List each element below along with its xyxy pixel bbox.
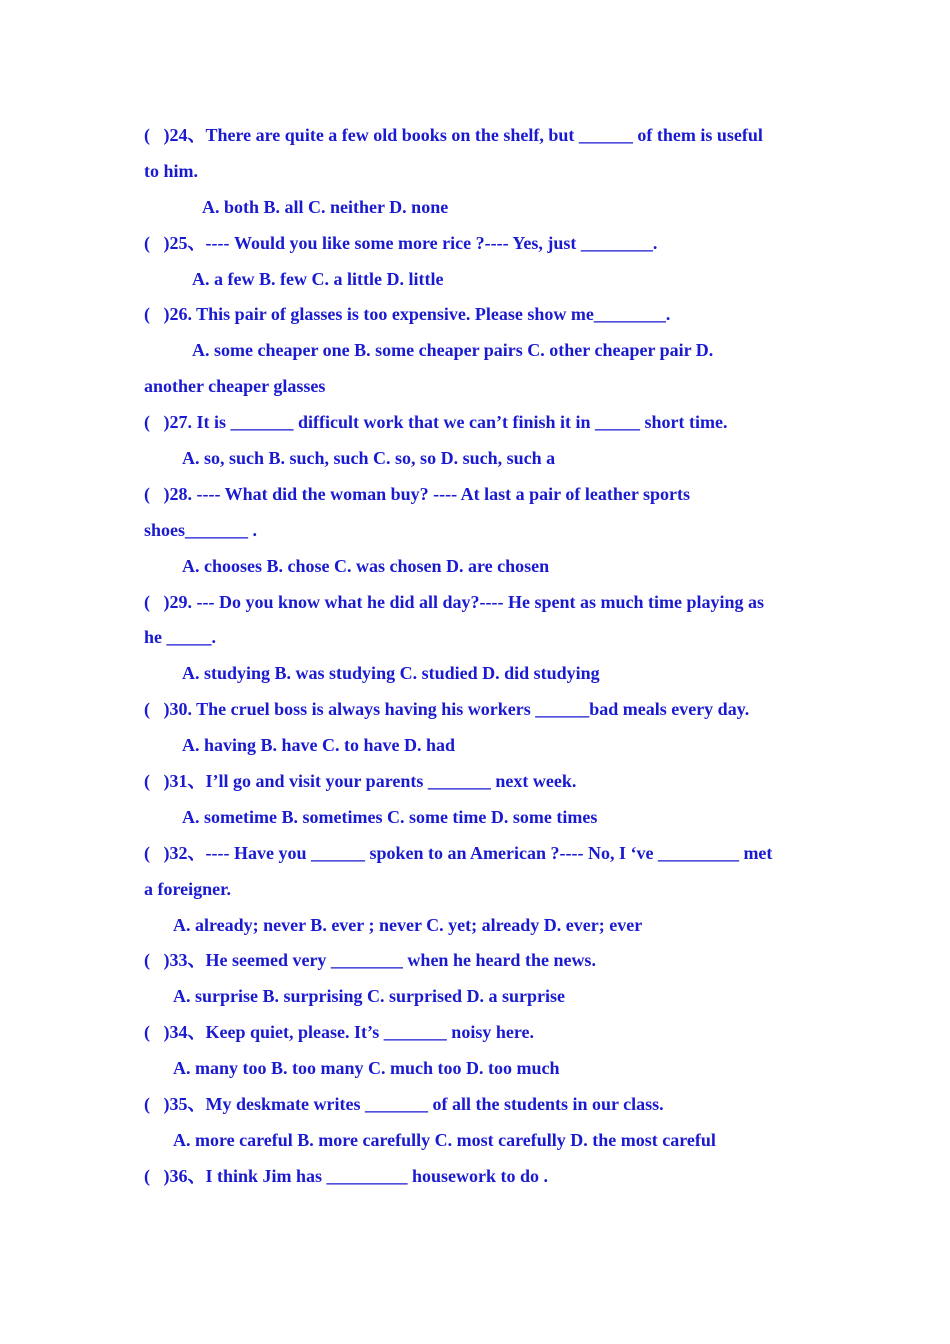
question-27: ( )27. It is _______ difficult work that we can’t finish it in _____ short time. — [144, 412, 728, 433]
question-29-options: A. studying B. was studying C. studied D. did studying — [182, 663, 600, 684]
question-25-options: A. a few B. few C. a little D. little — [192, 268, 444, 289]
question-34: ( )34、Keep quiet, please. It’s _______ noisy here. — [144, 1022, 534, 1043]
question-24-options: A. both B. all C. neither D. none — [202, 196, 449, 217]
question-28-options: A. chooses B. chose C. was chosen D. are chosen — [182, 555, 550, 576]
question-29-line-2: he _____. — [144, 627, 216, 648]
question-32-options: A. already; never B. ever ; never C. yet; already D. ever; ever — [173, 914, 643, 935]
question-28-line-1: ( )28. ---- What did the woman buy? ---- At last a pair of leather sports — [144, 483, 690, 504]
question-26: ( )26. This pair of glasses is too expensive. Please show me________. — [144, 304, 671, 325]
question-list — [144, 118, 812, 1195]
question-31-options: A. sometime B. sometimes C. some time D. some times — [182, 806, 598, 827]
question-36: ( )36、I think Jim has _________ housework to do . — [144, 1165, 549, 1186]
question-24-line-1: ( )24、There are quite a few old books on the shelf, but ______ of them is useful — [144, 125, 763, 145]
question-33: ( )33、He seemed very ________ when he heard the news. — [144, 950, 596, 971]
question-29-line-1: ( )29. --- Do you know what he did all day?---- He spent as much time playing as — [144, 591, 765, 612]
question-35: ( )35、My deskmate writes _______ of all the students in our class. — [144, 1094, 664, 1115]
question-24-line-2: to him. — [144, 160, 198, 181]
question-35-options: A. more careful B. more carefully C. most carefully D. the most careful — [173, 1129, 716, 1150]
question-33-options: A. surprise B. surprising C. surprised D. a surprise — [173, 986, 566, 1007]
question-32-line-2: a foreigner. — [144, 878, 231, 899]
question-28-line-2: shoes_______ . — [144, 519, 258, 540]
question-31: ( )31、I’ll go and visit your parents _______ next week. — [144, 771, 577, 792]
question-27-options: A. so, such B. such, such C. so, so D. such, such a — [182, 448, 556, 469]
question-30-options: A. having B. have C. to have D. had — [182, 735, 456, 756]
question-30: ( )30. The cruel boss is always having his workers ______bad meals every day. — [144, 699, 750, 720]
question-26-options-line-1: A. some cheaper one B. some cheaper pairs C. other cheaper pair D. — [192, 340, 714, 361]
question-25: ( )25、---- Would you like some more rice ?---- Yes, just ________. — [144, 232, 658, 253]
question-26-options-line-2: another cheaper glasses — [144, 376, 326, 397]
question-32-line-1: ( )32、---- Have you ______ spoken to an American ?---- No, I ‘ve _________ met — [144, 842, 773, 863]
question-34-options: A. many too B. too many C. much too D. too much — [173, 1058, 560, 1079]
